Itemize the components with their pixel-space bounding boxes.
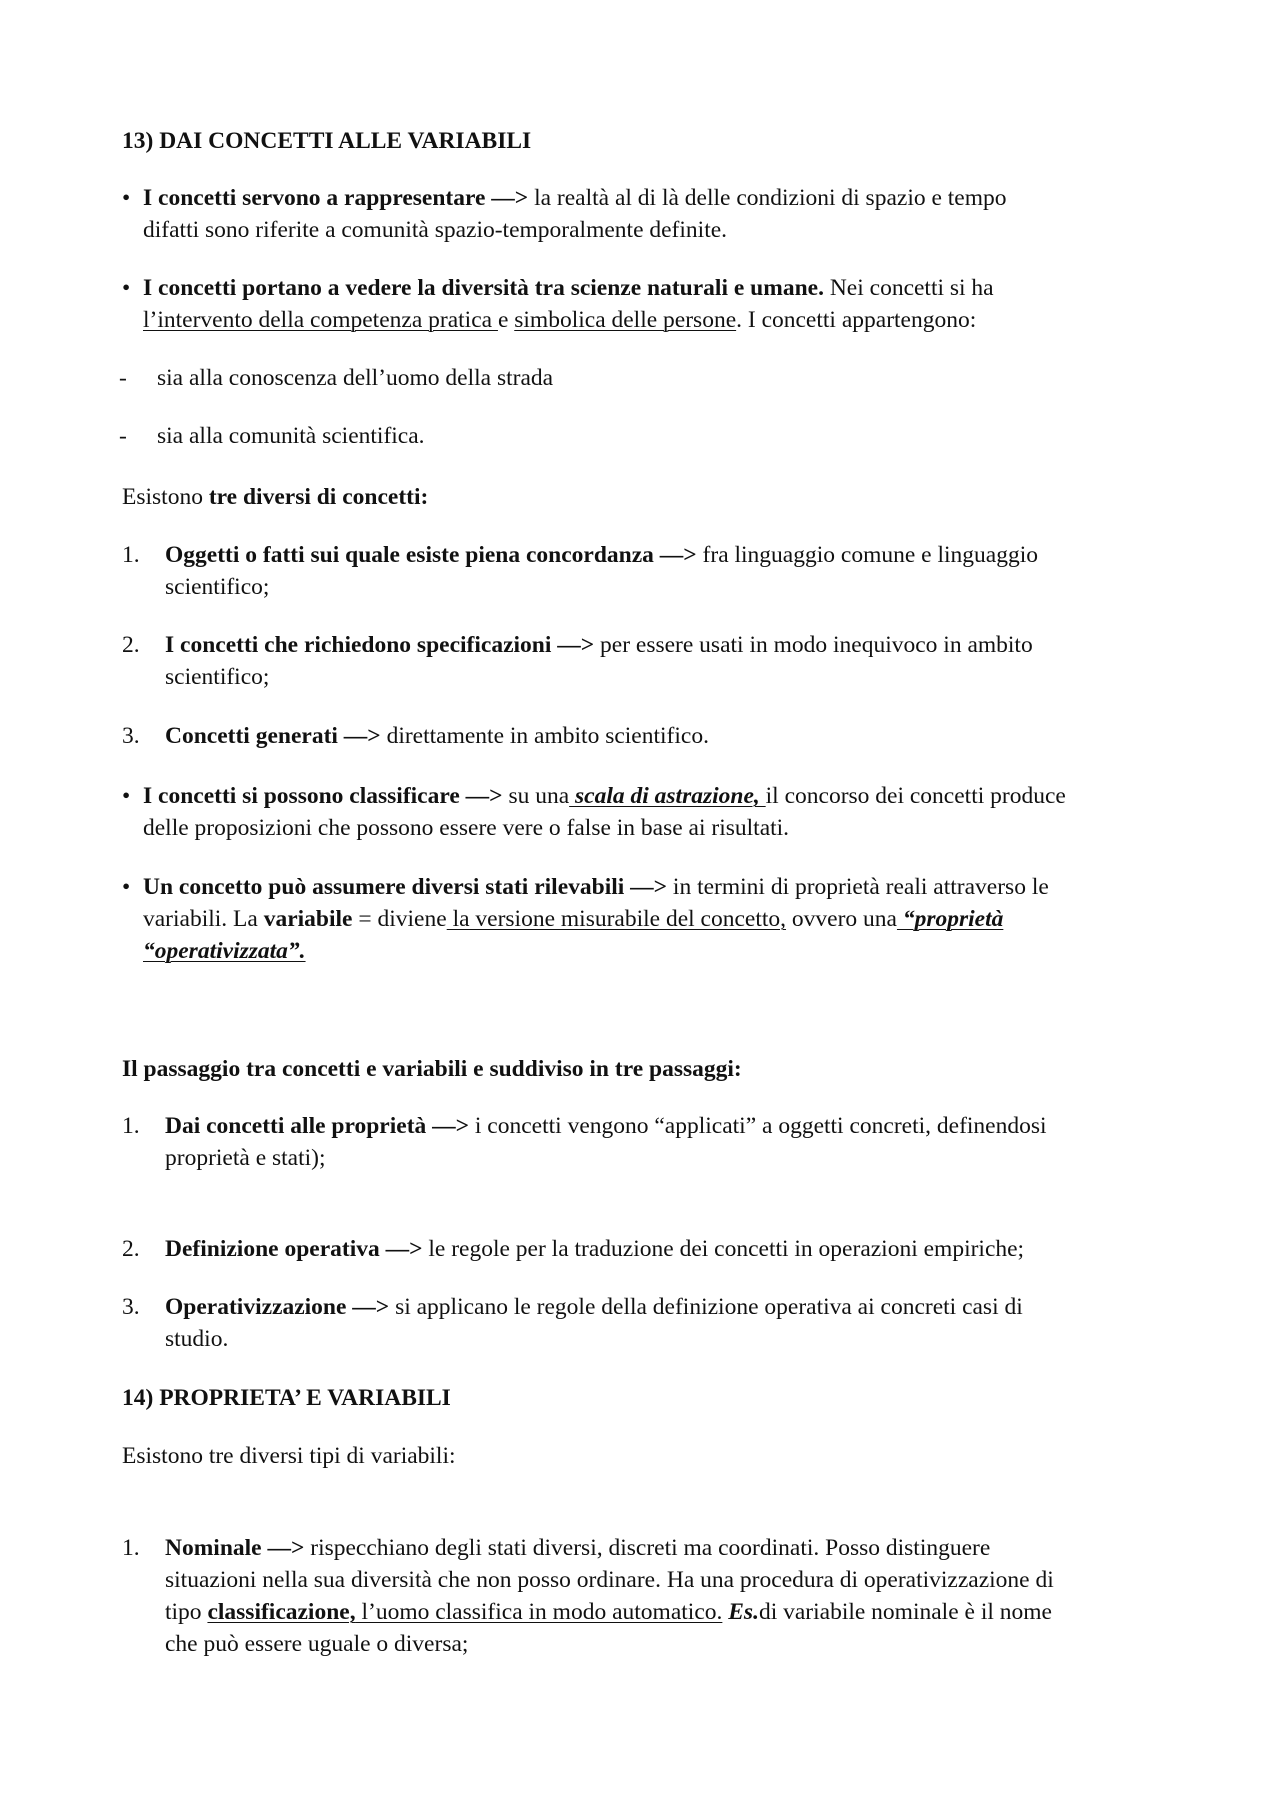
list-number: 2. xyxy=(122,632,140,658)
dash-marker: - xyxy=(119,423,127,449)
list-item-nominale: Nominale —> rispecchiano degli stati diversi, discreti ma coordinati. Posso distinguere situazioni nella sua diversità che non posso ordinare. Ha una procedura di operativizzazione di tipo classificazione, l’uomo classifica in modo automatico. Es.di variabile nominale è il nome che può essere uguale o diversa; xyxy=(165,1535,1054,1657)
list-item: Operativizzazione —> si applicano le regole della definizione operativa ai concreti casi di studio. xyxy=(165,1294,1023,1352)
bullet-marker: • xyxy=(122,185,131,211)
dash-item: sia alla conoscenza dell’uomo della strada xyxy=(157,365,554,391)
bullet-item-classificare: I concetti si possono classificare —> su una scala di astrazione, il concorso dei concetti produce delle proposizioni che possono essere vere o false in base ai risultati. xyxy=(143,783,1066,841)
dash-marker: - xyxy=(119,365,127,391)
list-item: Concetti generati —> direttamente in ambito scientifico. xyxy=(165,723,709,749)
list-number: 1. xyxy=(122,1535,140,1561)
bullet-item-stati-rilevabili: Un concetto può assumere diversi stati rilevabili —> in termini di proprietà reali attraverso le variabili. La variabile = diviene la versione misurabile del concetto, ovvero una “proprietà “operativizzata”. xyxy=(143,874,1049,964)
list-item: Definizione operativa —> le regole per la traduzione dei concetti in operazioni empiriche; xyxy=(165,1236,1025,1262)
bullet-marker: • xyxy=(122,874,131,900)
passaggio-heading: Il passaggio tra concetti e variabili e suddiviso in tre passaggi: xyxy=(122,1056,742,1082)
list-item: Dai concetti alle proprietà —> i concetti vengono “applicati” a oggetti concreti, definendosi proprietà e stati); xyxy=(165,1113,1047,1171)
list-number: 3. xyxy=(122,1294,140,1320)
bullet-marker: • xyxy=(122,275,131,301)
bullet-marker: • xyxy=(122,783,131,809)
list-item: I concetti che richiedono specificazioni —> per essere usati in modo inequivoco in ambito scientifico; xyxy=(165,632,1033,690)
bullet-item-diversita: I concetti portano a vedere la diversità tra scienze naturali e umane. Nei concetti si ha l’intervento della competenza pratica e simbolica delle persone. I concetti appartengono: xyxy=(143,275,994,333)
list-number: 1. xyxy=(122,1113,140,1139)
variables-intro: Esistono tre diversi tipi di variabili: xyxy=(122,1443,456,1469)
bullet-item-rappresentare: I concetti servono a rappresentare —> la realtà al di là delle condizioni di spazio e tempo difatti sono riferite a comunità spazio-temporalmente definite. xyxy=(143,185,1007,243)
list-number: 2. xyxy=(122,1236,140,1262)
list-item: Oggetti o fatti sui quale esiste piena concordanza —> fra linguaggio comune e linguaggio scientifico; xyxy=(165,542,1038,600)
section-13-heading: 13) DAI CONCETTI ALLE VARIABILI xyxy=(122,128,532,154)
list-number: 3. xyxy=(122,723,140,749)
dash-item: sia alla comunità scientifica. xyxy=(157,423,425,449)
concepts-intro: Esistono tre diversi di concetti: xyxy=(122,484,429,510)
section-14-heading: 14) PROPRIETA’ E VARIABILI xyxy=(122,1385,451,1411)
list-number: 1. xyxy=(122,542,140,568)
